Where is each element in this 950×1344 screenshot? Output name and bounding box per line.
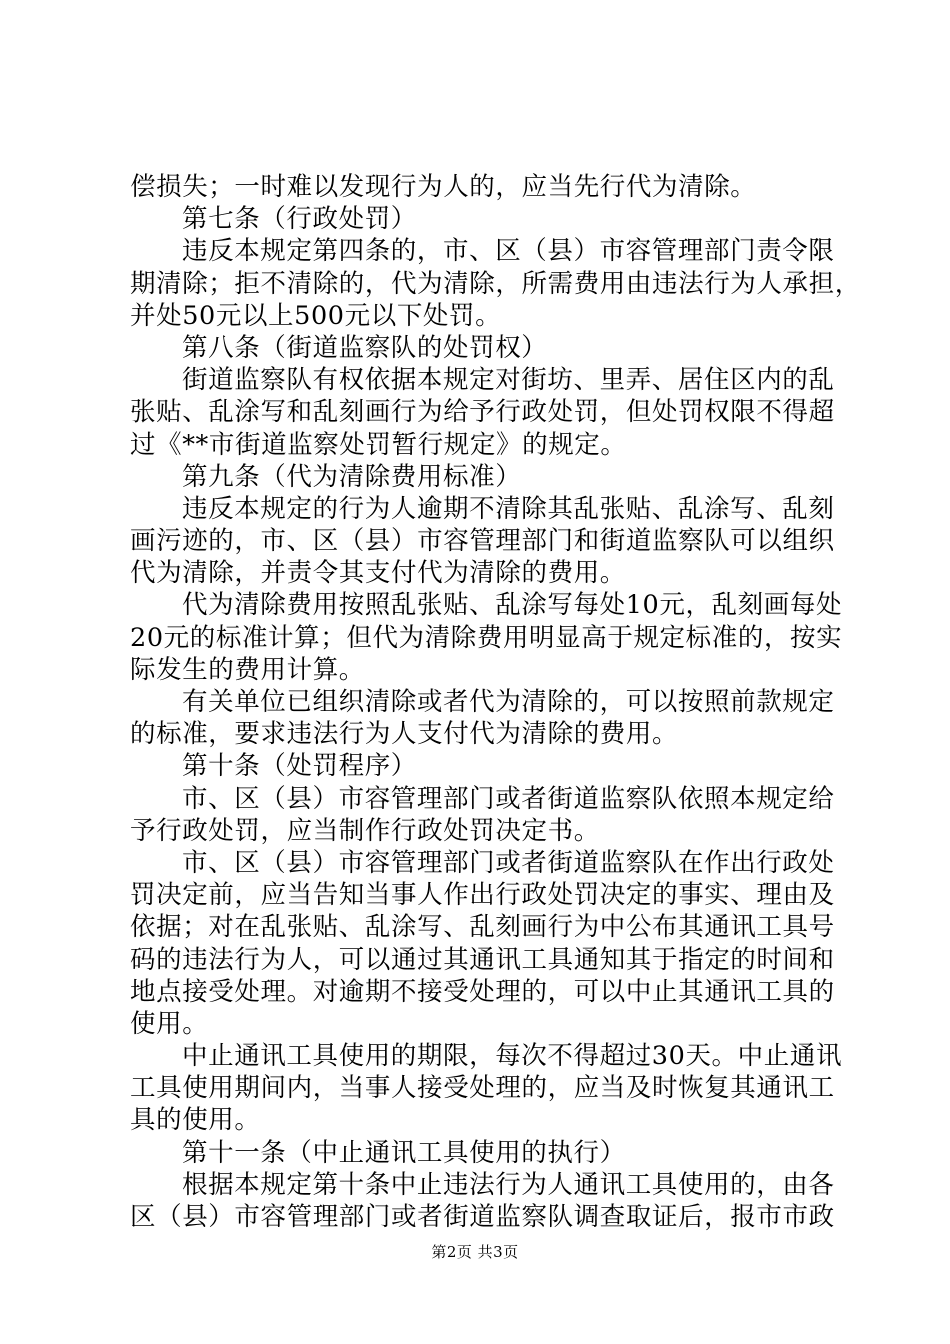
text-line: 20元的标准计算；但代为清除费用明显高于规定标准的，按实: [130, 622, 843, 653]
document-body: [130, 171, 861, 1233]
text-line: 使用。: [130, 1008, 209, 1039]
text-line: 工具使用期间内，当事人接受处理的，应当及时恢复其通讯工: [130, 1073, 835, 1104]
text-line: 街道监察队有权依据本规定对街坊、里弄、居住区内的乱: [182, 365, 835, 396]
text-line: 并处50元以上500元以下处罚。: [130, 300, 502, 331]
text-line: 违反本规定第四条的，市、区（县）市容管理部门责令限: [182, 236, 835, 267]
text-line: 际发生的费用计算。: [130, 654, 365, 685]
text-line: 中止通讯工具使用的期限，每次不得超过30天。中止通讯: [182, 1041, 843, 1072]
text-line: 根据本规定第十条中止违法行为人通讯工具使用的，由各: [182, 1169, 835, 1200]
text-line: 代为清除费用按照乱张贴、乱涂写每处10元，乱刻画每处: [182, 590, 843, 621]
text-line: 码的违法行为人，可以通过其通讯工具通知其于指定的时间和: [130, 944, 835, 975]
text-line: 期清除；拒不清除的，代为清除，所需费用由违法行为人承担，: [130, 268, 861, 299]
article-heading: 第八条（街道监察队的处罚权）: [182, 332, 548, 363]
text-line: 区（县）市容管理部门或者街道监察队调查取证后，报市市政: [130, 1202, 835, 1232]
text-line: 依据；对在乱张贴、乱涂写、乱刻画行为中公布其通讯工具号: [130, 912, 835, 943]
text-line: 画污迹的，市、区（县）市容管理部门和街道监察队可以组织: [130, 526, 835, 557]
text-line: 偿损失；一时难以发现行为人的，应当先行代为清除。: [130, 172, 757, 202]
text-line: 市、区（县）市容管理部门或者街道监察队依照本规定给: [182, 783, 835, 814]
text-line: 过《**市街道监察处罚暂行规定》的规定。: [130, 429, 627, 460]
text-line: 的标准，要求违法行为人支付代为清除的费用。: [130, 719, 679, 750]
text-line: 罚决定前，应当告知当事人作出行政处罚决定的事实、理由及: [130, 880, 835, 911]
page-number-footer: 第2页 共3页: [431, 1243, 519, 1261]
text-line: 有关单位已组织清除或者代为清除的，可以按照前款规定: [182, 687, 835, 717]
text-line: 具的使用。: [130, 1105, 261, 1136]
text-line: 市、区（县）市容管理部门或者街道监察队在作出行政处: [182, 847, 835, 878]
text-line: 张贴、乱涂写和乱刻画行为给予行政处罚，但处罚权限不得超: [130, 397, 835, 428]
text-line: 代为清除，并责令其支付代为清除的费用。: [130, 558, 626, 589]
article-heading: 第十一条（中止通讯工具使用的执行）: [182, 1137, 626, 1168]
text-line: 违反本规定的行为人逾期不清除其乱张贴、乱涂写、乱刻: [182, 493, 835, 524]
article-heading: 第九条（代为清除费用标准）: [182, 461, 522, 492]
text-line: 予行政处罚，应当制作行政处罚决定书。: [130, 815, 600, 846]
article-heading: 第十条（处罚程序）: [182, 751, 417, 782]
text-line: 地点接受处理。对逾期不接受处理的，可以中止其通讯工具的: [130, 976, 835, 1007]
article-heading: 第七条（行政处罚）: [182, 204, 417, 235]
